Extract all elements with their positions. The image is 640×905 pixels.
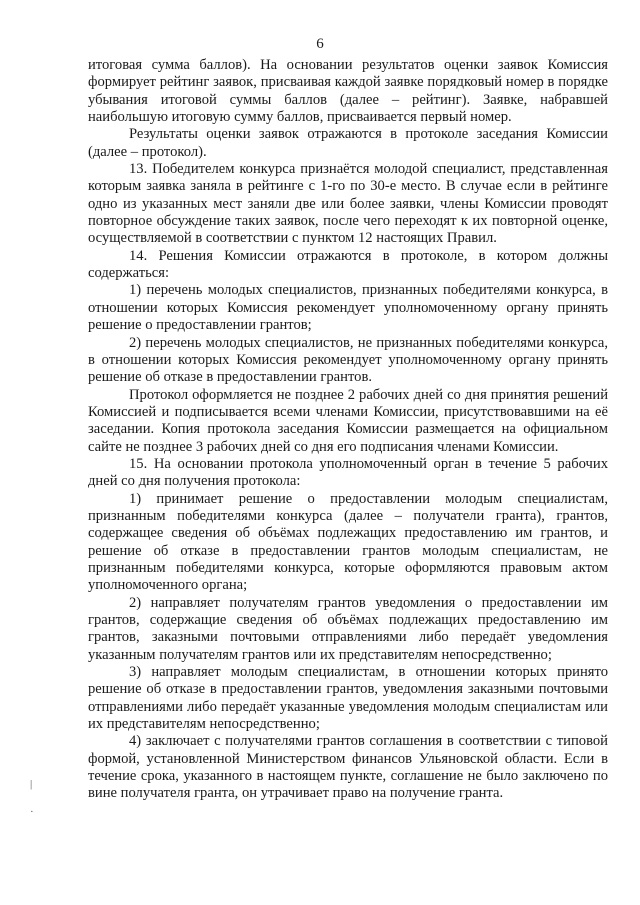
paragraph: 1) перечень молодых специалистов, признанных победителями конкурса, в отношении которых Комиссия рекомендует уполномоченному органу принять решение о предоставлении грантов; bbox=[88, 282, 608, 334]
paragraph: 4) заключает с получателями грантов соглашения в соответствии с типовой формой, установленной Министерством финансов Ульяновской области. Если в течение срока, указанного в настоящем пункте, соглашение не было заключено по вине получателя гранта, он утрачивает право на получение гранта. bbox=[88, 733, 608, 802]
paragraph: 13. Победителем конкурса признаётся молодой специалист, представленная которым заявка заняла в рейтинге с 1-го по 30-е место. В случае если в рейтинге одно из указанных мест заняли две или более заявки, члены Комиссии проводят повторное обсуждение таких заявок, после чего переходят к их повторной оценке, осуществляемой в соответствии с пунктом 12 настоящих Правил. bbox=[88, 161, 608, 247]
paragraph: 1) принимает решение о предоставлении молодым специалистам, признанным победителями конкурса (далее – получатели гранта), грантов, содержащее сведения об объёмах подлежащих предоставлению им грантов, и решение об отказе в предоставлении грантов молодым специалистам, не признанным победителями конкурса, которые оформляются правовым актом уполномоченного органа; bbox=[88, 490, 608, 594]
paragraph: 3) направляет молодым специалистам, в отношении которых принято решение об отказе в предоставлении грантов, уведомления заказными почтовыми отправлениями либо передаёт указанные уведомления молодым специалистам или их представителям непосредственно; bbox=[88, 664, 608, 733]
paragraph: Протокол оформляется не позднее 2 рабочих дней со дня принятия решений Комиссией и подписывается всеми членами Комиссии, присутствовавшими на её заседании. Копия протокола заседания Комиссии размещается на официальном сайте не позднее 3 рабочих дней со дня его подписания членами Комиссии. bbox=[88, 386, 608, 455]
document-body bbox=[88, 57, 608, 803]
paragraph: 2) перечень молодых специалистов, не признанных победителями конкурса, в отношении которых Комиссия рекомендует уполномоченному органу принять решение об отказе в предоставлении грантов. bbox=[88, 334, 608, 386]
paragraph: 2) направляет получателям грантов уведомления о предоставлении им грантов, содержащие сведения об объёмах подлежащих предоставлению им грантов, заказными почтовыми отправлениями либо передаёт уведомления указанным получателям грантов или их представителям непосредственно; bbox=[88, 594, 608, 663]
scan-artifact-mark: | bbox=[30, 778, 33, 790]
paragraph: Результаты оценки заявок отражаются в протоколе заседания Комиссии (далее – протокол). bbox=[88, 126, 608, 160]
page-number: 6 bbox=[316, 36, 324, 52]
paragraph: итоговая сумма баллов). На основании результатов оценки заявок Комиссия формирует рейтинг заявок, присваивая каждой заявке порядковый номер в порядке убывания итоговой суммы баллов (далее – рейтинг). Заявке, набравшей наибольшую итоговую сумму баллов, присваивается первый номер. bbox=[88, 57, 608, 126]
paragraph: 14. Решения Комиссии отражаются в протоколе, в котором должны содержаться: bbox=[88, 247, 608, 282]
scan-artifact-mark: · bbox=[30, 806, 34, 818]
paragraph: 15. На основании протокола уполномоченный орган в течение 5 рабочих дней со дня получения протокола: bbox=[88, 455, 608, 490]
